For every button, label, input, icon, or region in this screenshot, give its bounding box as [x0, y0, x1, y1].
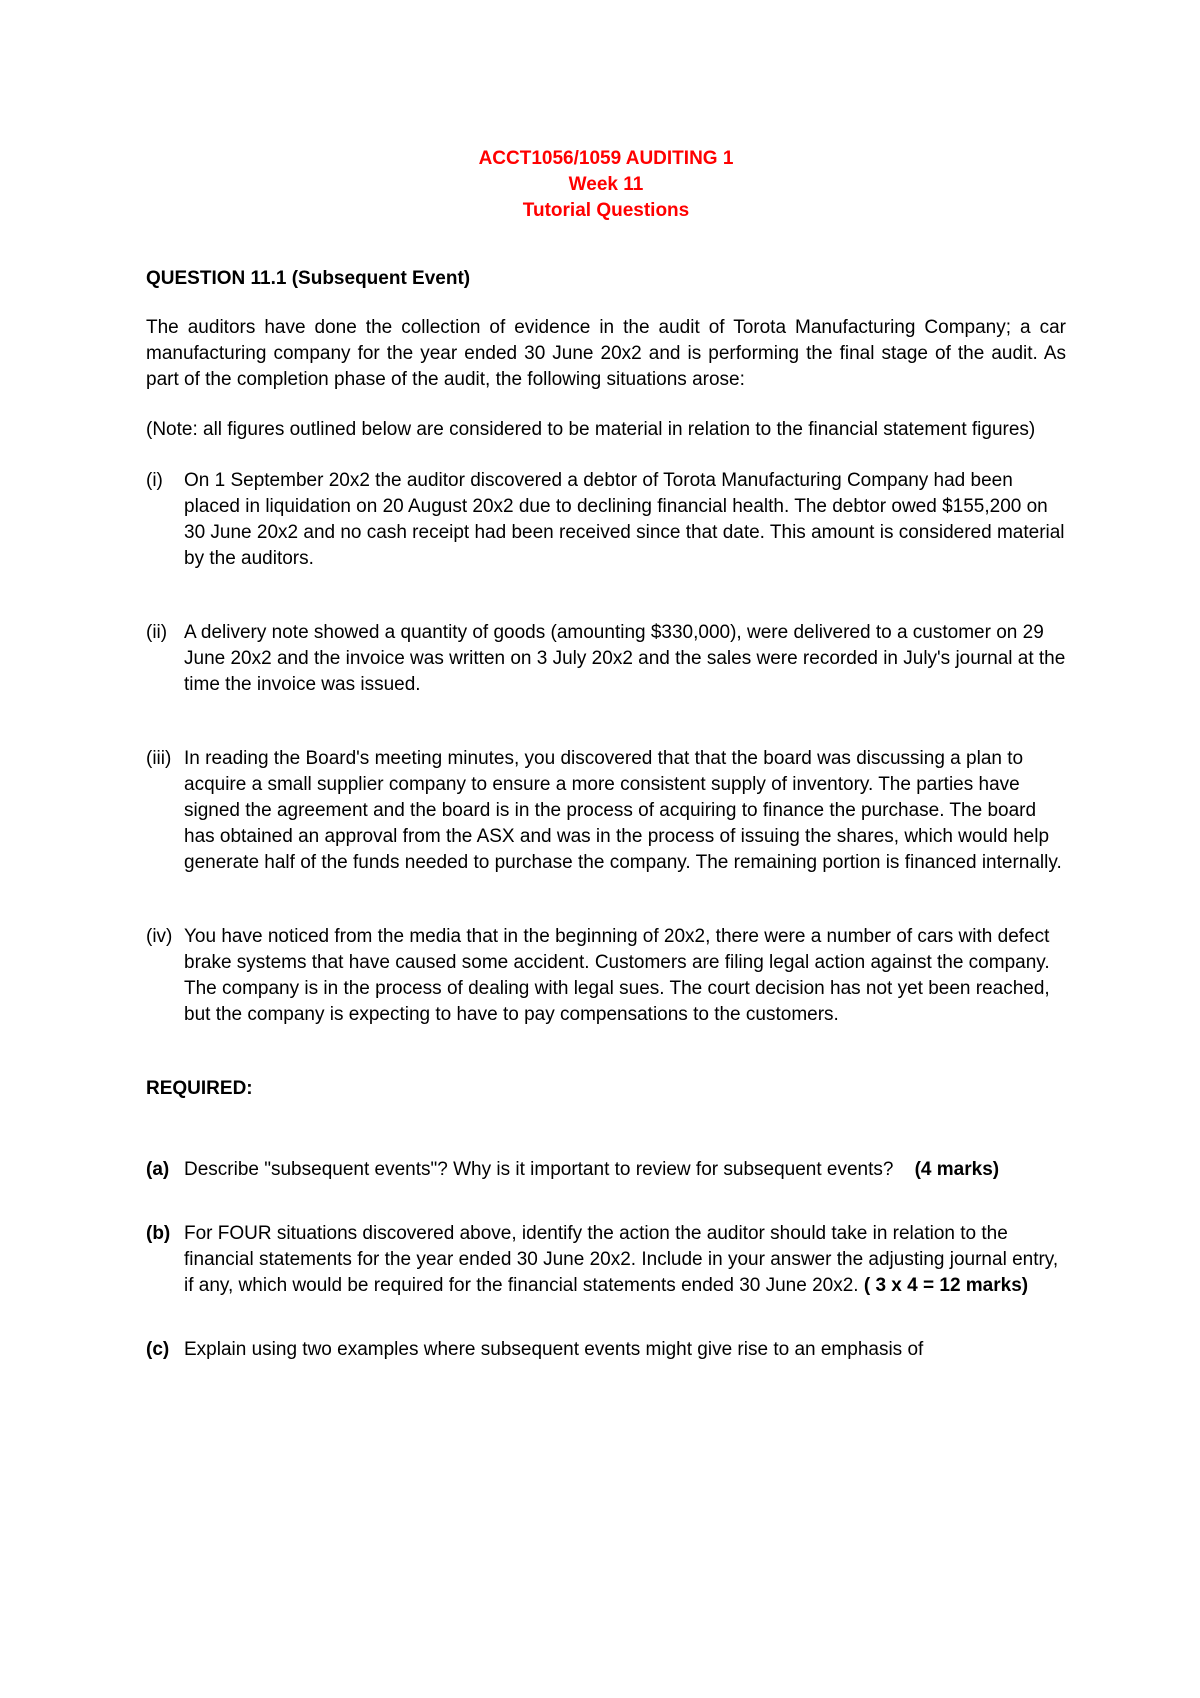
required-item: [146, 1157, 1066, 1183]
situations-list: [146, 468, 1066, 1028]
situation-number: (ii): [146, 622, 168, 643]
required-item-text-wrapper: [184, 1157, 1066, 1183]
required-item-text: Describe "subsequent events"? Why is it important to review for subsequent events?: [184, 1159, 894, 1180]
required-item-label: (a): [146, 1159, 170, 1180]
situation-text: In reading the Board's meeting minutes, you discovered that that the board was discussing a plan to acquire a small supplier company to ensure a more consistent supply of inventory. The parties have signed the agreement and the board is in the process of acquiring to finance the purchase. The board has obtained an approval from the ASX and was in the process of issuing the shares, which would help generate half of the funds needed to purchase the company. The remaining portion is financed internally.: [184, 748, 1062, 873]
situation-number: (i): [146, 470, 163, 491]
marks-label: (4 marks): [914, 1159, 1000, 1180]
situation-number: (iv): [146, 926, 173, 947]
document-title-block: [146, 146, 1066, 224]
situation-item: [146, 468, 1066, 572]
week-title: Week 11: [568, 174, 644, 195]
question-heading: QUESTION 11.1 (Subsequent Event): [146, 268, 471, 289]
situation-item: [146, 746, 1066, 876]
question-note: (Note: all figures outlined below are considered to be material in relation to the financial statement figures): [146, 419, 1036, 440]
required-item-label: (b): [146, 1223, 171, 1244]
required-item-label: (c): [146, 1339, 170, 1360]
situation-text: You have noticed from the media that in the beginning of 20x2, there were a number of cars with defect brake systems that have caused some accident. Customers are filing legal action against the company. The company is in the process of dealing with legal sues. The court decision has not yet been reached, but the company is expecting to have to pay compensations to the customers.: [184, 926, 1050, 1025]
situation-text: On 1 September 20x2 the auditor discovered a debtor of Torota Manufacturing Company had been placed in liquidation on 20 August 20x2 due to declining financial health. The debtor owed $155,200 on 30 June 20x2 and no cash receipt had been received since that date. This amount is considered material by the auditors.: [184, 470, 1065, 569]
required-item-text-wrapper: [184, 1221, 1066, 1299]
question-intro: The auditors have done the collection of evidence in the audit of Torota Manufacturing Company; a car manufacturing company for the year ended 30 June 20x2 and is performing the final stage of the audit. As part of the completion phase of the audit, the following situations arose:: [146, 317, 1066, 390]
course-title: ACCT1056/1059 AUDITING 1: [478, 148, 734, 169]
required-item-text: Explain using two examples where subsequent events might give rise to an emphasis of: [184, 1339, 924, 1360]
document-page: [146, 146, 1066, 1363]
required-item: [146, 1221, 1066, 1299]
required-item: [146, 1337, 1066, 1363]
situation-item: [146, 924, 1066, 1028]
situation-item: [146, 620, 1066, 698]
situation-text: A delivery note showed a quantity of goods (amounting $330,000), were delivered to a customer on 29 June 20x2 and the invoice was written on 3 July 20x2 and the sales were recorded in July's journal at the time the invoice was issued.: [184, 622, 1066, 695]
situation-number: (iii): [146, 748, 172, 769]
required-item-text: For FOUR situations discovered above, identify the action the auditor should take in relation to the financial statements for the year ended 30 June 20x2. Include in your answer the adjusting journal entry, if any, which would be required for the financial statements ended 30 June 20x2.: [184, 1223, 1059, 1296]
required-heading: REQUIRED:: [146, 1078, 253, 1099]
document-subtitle: Tutorial Questions: [522, 200, 690, 221]
required-list: [146, 1157, 1066, 1363]
marks-label: ( 3 x 4 = 12 marks): [863, 1275, 1029, 1296]
